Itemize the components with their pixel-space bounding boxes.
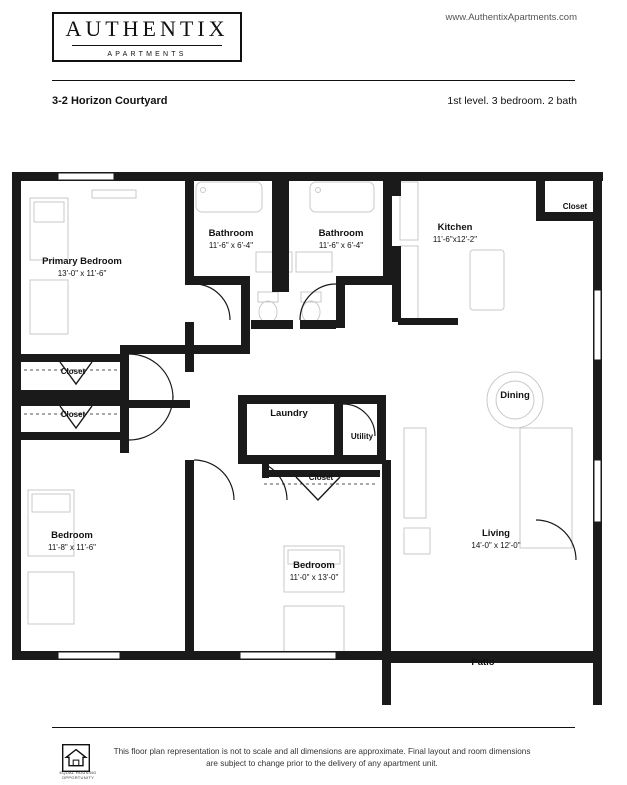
page-title: 3-2 Horizon Courtyard [52, 95, 168, 107]
room-label-bedroom-3: Bedroom 11'-0" x 13'-0" [289, 560, 339, 582]
logo-subtitle: APARTMENTS [107, 51, 187, 58]
header-divider [52, 80, 575, 81]
footer-divider [52, 727, 575, 728]
authentix-logo [52, 12, 242, 62]
equal-housing-opportunity-icon [62, 744, 90, 772]
room-label-bathroom-1: Bathroom 11'-6" x 6'-4" [208, 228, 254, 250]
eho-label: EQUAL HOUSING OPPORTUNITY [59, 770, 97, 780]
floorplan-svg [0, 160, 627, 705]
room-label-laundry: Laundry [270, 408, 308, 419]
room-label-closet-top-right: Closet [562, 202, 588, 211]
room-label-closet-left-1: Closet [60, 367, 86, 376]
plan-detail: 1st level. 3 bedroom. 2 bath [447, 95, 577, 107]
door-swings [129, 284, 576, 560]
disclaimer-text: This floor plan representation is not to scale and all dimensions are approximate. Final layout and room dimensions are subject to change prior to the delivery of any apartment unit. [113, 747, 531, 769]
room-label-kitchen: Kitchen 11'-6"x12'-2" [432, 222, 478, 244]
room-label-bathroom-2: Bathroom 11'-6" x 6'-4" [318, 228, 364, 250]
room-label-closet-center: Closet [308, 473, 334, 482]
closet-doors [60, 362, 340, 500]
room-label-utility: Utility [350, 432, 374, 441]
floorplan-diagram [0, 160, 627, 705]
patio-walls [382, 657, 602, 705]
logo-title: AUTHENTIX [65, 16, 229, 41]
room-label-patio: Patio [471, 657, 495, 668]
room-label-living: Living 14'-0" x 12'-0" [471, 528, 521, 550]
furniture-layer [28, 182, 572, 652]
room-label-bedroom-2: Bedroom 11'-8" x 11'-6" [47, 530, 96, 552]
windows [58, 173, 601, 659]
room-label-primary-bedroom: Primary Bedroom 13'-0" x 11'-6" [42, 256, 122, 278]
walls-layer [12, 172, 603, 663]
logo-divider [72, 45, 222, 46]
website-url[interactable]: www.AuthentixApartments.com [445, 12, 577, 23]
room-label-dining: Dining [500, 390, 530, 401]
room-label-closet-left-2: Closet [60, 410, 86, 419]
